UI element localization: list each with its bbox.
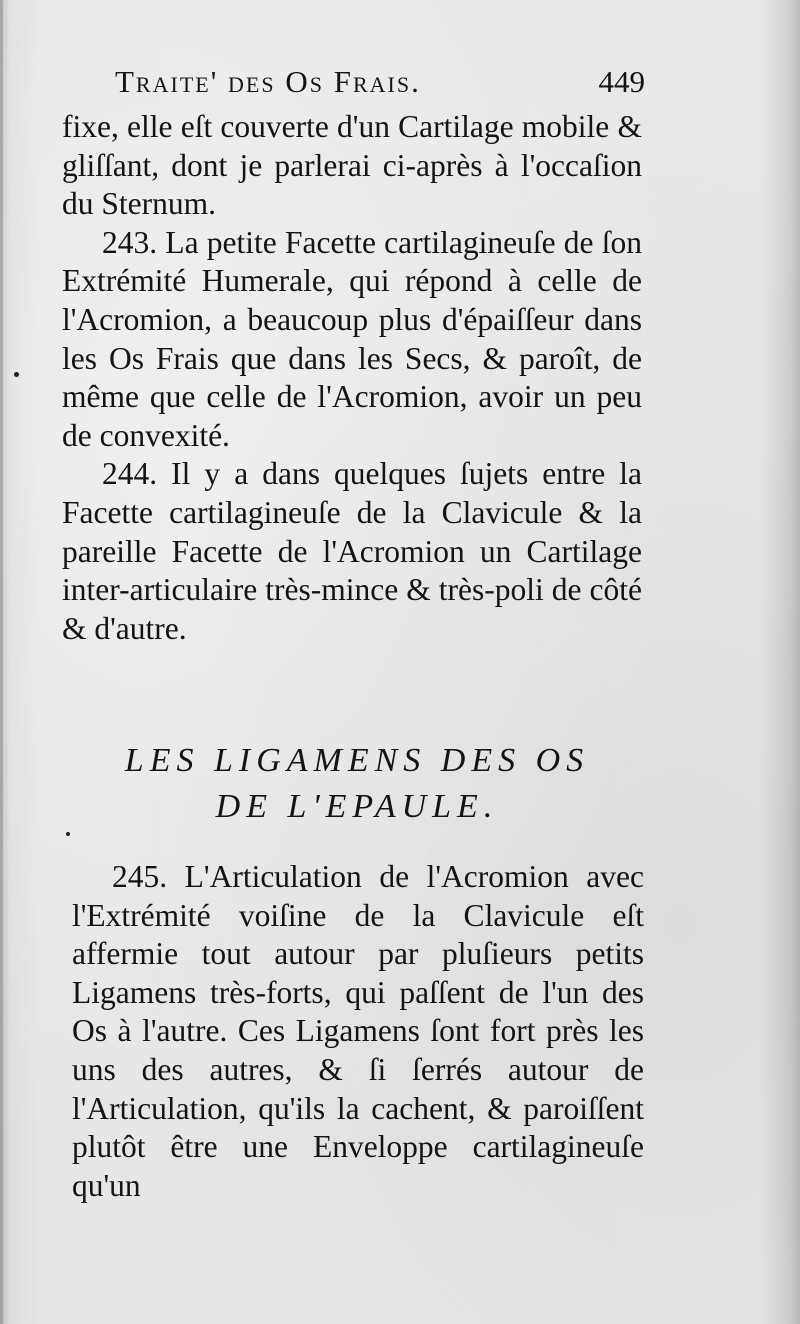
paragraph-243: 243. La petite Facette cartilagineuſe de ſon Extrémité Humerale, qui répond à celle de l'Acromion, a beaucoup plus d'épaiſſeur dans les Os Frais que dans les Secs, & paroît, de même que celle de l'Acromion, avoir un peu de convexité. (62, 224, 642, 453)
section-heading (72, 738, 642, 830)
page-gutter-edge (0, 0, 3, 1324)
body-text-top (62, 108, 642, 648)
paragraph-continuation: fixe, elle eſt couverte d'un Cartilage mobile & gliſſant, dont je parlerai ci-après à l'occaſion du Sternum. (62, 109, 642, 222)
section-heading-line-1: LES LIGAMENS DES OS (124, 742, 590, 779)
page-header (115, 64, 645, 108)
paragraph-244: 244. Il y a dans quelques ſujets entre la Facette cartilagineuſe de la Clavicule & la pareille Facette de l'Acromion un Cartilage inter-articulaire très-mince & très-poli de côté & d'autre. (62, 456, 642, 646)
running-title: Traite' des Os Frais. (115, 64, 421, 99)
ink-speck (66, 832, 70, 836)
show-through-text (620, 250, 800, 276)
ink-speck (14, 372, 19, 377)
body-text-bottom (72, 858, 644, 1205)
paragraph-245: 245. L'Articulation de l'Acromion avec l'Extrémité voiſine de la Clavicule eſt affermie tout autour par pluſieurs petits Ligamens très-forts, qui paſſent de l'un des Os à l'autre. Ces Ligamens ſont fort près les uns des autres, & ſi ſerrés autour de l'Articulation, qu'ils la cachent, & paroiſſent plutôt être une Enveloppe cartilagineuſe qu'un (72, 859, 644, 1203)
section-heading-line-2: DE L'EPAULE. (215, 788, 499, 825)
page-number: 449 (598, 64, 645, 99)
